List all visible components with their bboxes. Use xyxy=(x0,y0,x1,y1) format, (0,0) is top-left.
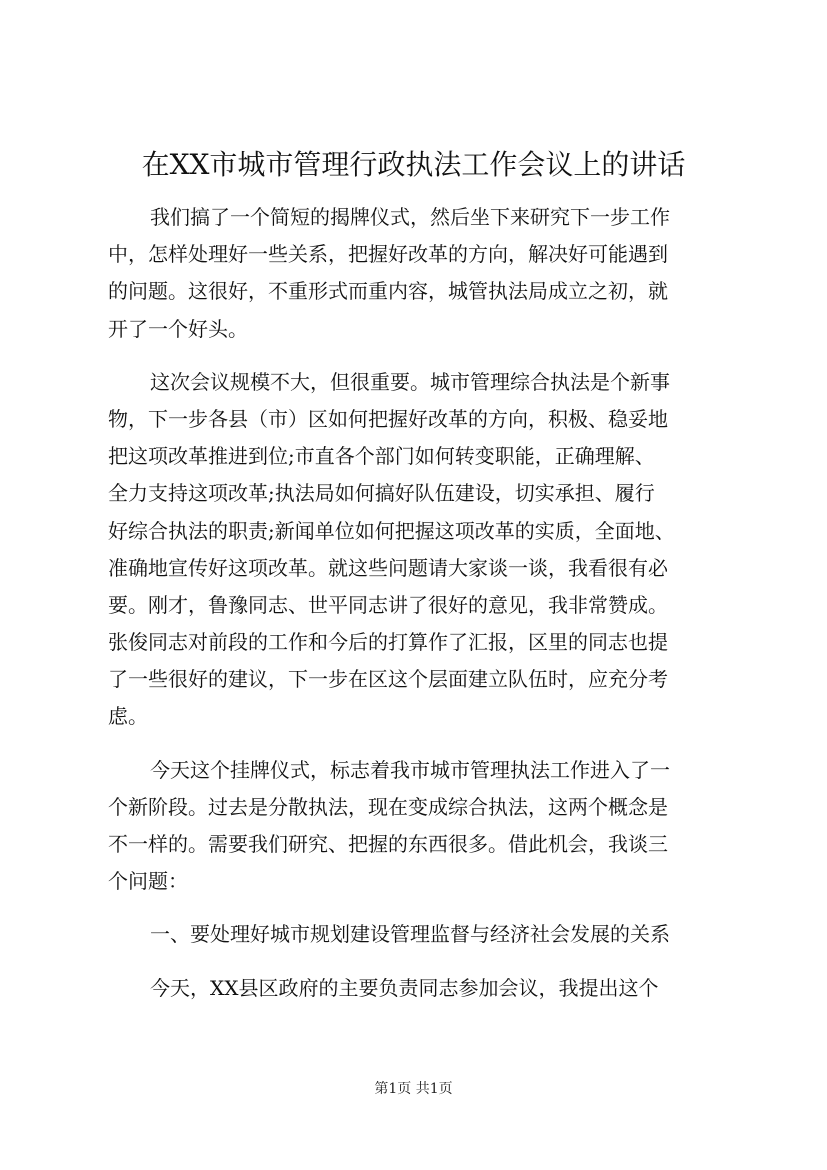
paragraph-line: 张俊同志对前段的工作和今后的打算作了汇报，区里的同志也提 xyxy=(108,630,668,655)
paragraph-line: 全力支持这项改革;执法局如何搞好队伍建设，切实承担、履行 xyxy=(108,481,655,506)
page-footer: 第1页 共1页 xyxy=(374,1081,453,1097)
paragraph-spacing xyxy=(108,736,728,752)
paragraph-line: 了一些很好的建议，下一步在区这个层面建立队伍时，应充分考 xyxy=(108,667,668,692)
paragraph-line: 物，下一步各县（市）区如何把握好改革的方向，积极、稳妥地 xyxy=(108,406,668,431)
paragraph-line: 个新阶段。过去是分散执法，现在变成综合执法，这两个概念是 xyxy=(108,794,668,819)
paragraph-spacing xyxy=(108,900,728,916)
paragraph-line: 开了一个好头。 xyxy=(108,316,248,341)
paragraph-3 xyxy=(108,752,728,901)
paragraph-1 xyxy=(108,199,728,348)
section-heading-line: 一、要处理好城市规划建设管理监督与经济社会发展的关系 xyxy=(150,922,670,947)
document-title: 在XX市城市管理行政执法工作会议上的讲话 xyxy=(141,148,686,181)
paragraph-4 xyxy=(108,970,728,1007)
paragraph-line: 要。刚才，鲁豫同志、世平同志讲了很好的意见，我非常赞成。 xyxy=(108,592,668,617)
paragraph-line: 我们搞了一个简短的揭牌仪式，然后坐下来研究下一步工作 xyxy=(150,205,670,229)
paragraph-line: 今天，XX县区政府的主要负责同志参加会议，我提出这个 xyxy=(150,975,659,1000)
paragraph-2 xyxy=(108,364,728,736)
paragraph-line: 今天这个挂牌仪式，标志着我市城市管理执法工作进入了一 xyxy=(150,757,670,782)
paragraph-line: 把这项改革推进到位;市直各个部门如何转变职能，正确理解、 xyxy=(108,444,655,469)
paragraph-line: 好综合执法的职责;新闻单位如何把握这项改革的实质，全面地、 xyxy=(108,518,675,543)
paragraph-line: 不一样的。需要我们研究、把握的东西很多。借此机会，我谈三 xyxy=(108,832,668,856)
paragraph-line: 中，怎样处理好一些关系，把握好改革的方向，解决好可能遇到 xyxy=(108,242,668,267)
paragraph-line: 虑。 xyxy=(108,704,148,729)
paragraph-spacing xyxy=(108,954,728,970)
paragraph-spacing xyxy=(108,348,728,364)
document-body xyxy=(108,199,728,1007)
paragraph-line: 个问题： xyxy=(108,869,188,894)
paragraph-line: 这次会议规模不大，但很重要。城市管理综合执法是个新事 xyxy=(150,369,670,394)
paragraph-line: 的问题。这很好，不重形式而重内容，城管执法局成立之初，就 xyxy=(108,279,668,304)
paragraph-line: 准确地宣传好这项改革。就这些问题请大家谈一谈，我看很有必 xyxy=(108,555,668,580)
section-heading xyxy=(108,916,728,953)
